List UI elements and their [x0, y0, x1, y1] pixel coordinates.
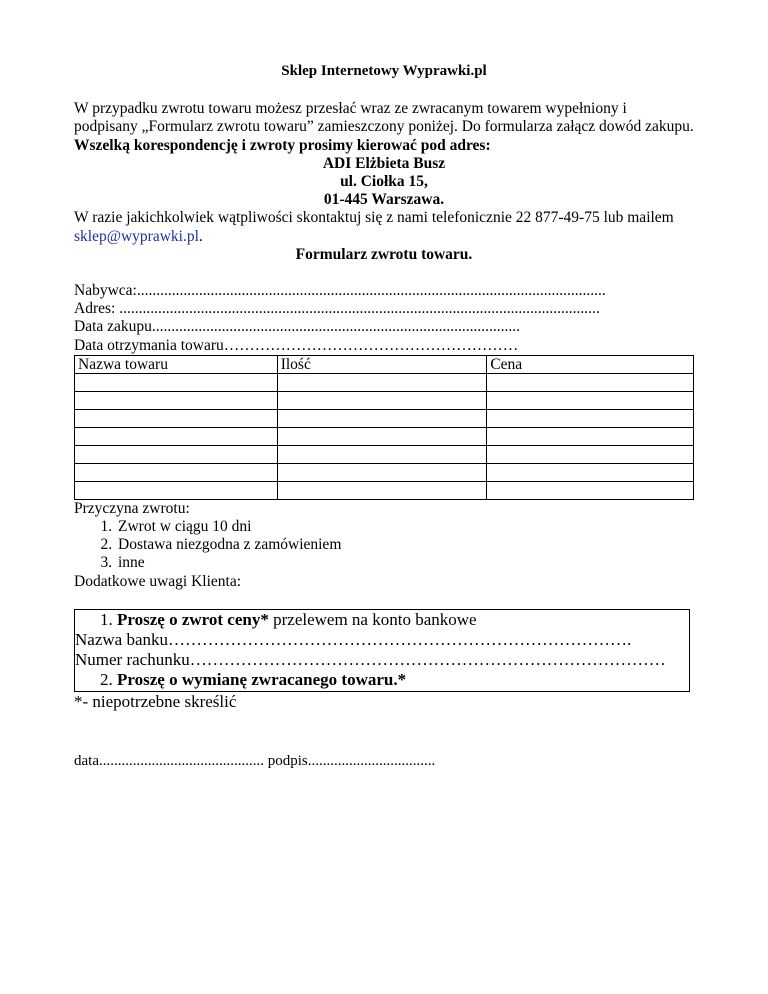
intro-paragraph: W przypadku zwrotu towaru możesz przesłać wraz ze zwracanym towarem wypełniony i podpisany „Formularz zwrotu towaru” zamieszczony poniżej. Do formularza załącz dowód zakupu. [74, 100, 694, 136]
address-line: 01-445 Warszawa. [323, 191, 445, 209]
column-header-quantity [277, 355, 487, 373]
document-title: Sklep Internetowy Wyprawki.pl [281, 63, 487, 79]
table-cell[interactable] [277, 463, 487, 481]
table-cell[interactable] [277, 373, 487, 391]
footnote: *- niepotrzebne skreślić [74, 691, 237, 711]
column-header-name: Nazwa towaru [75, 355, 278, 373]
return-reason-option[interactable]: 1. Zwrot w ciągu 10 dni [116, 518, 694, 536]
refund-option-exchange-bold: Proszę o wymianę zwracanego towaru.* [117, 669, 407, 689]
table-cell[interactable] [75, 409, 278, 427]
table-row [75, 463, 694, 481]
table-cell[interactable] [277, 481, 487, 499]
return-reason-list [74, 518, 694, 573]
table-header-row [75, 355, 694, 373]
column-header-quantity-label: Ilość [280, 355, 311, 373]
customer-remarks-label: Dodatkowe uwagi Klienta: [74, 572, 242, 590]
table-row [75, 427, 694, 445]
table-cell[interactable] [277, 409, 487, 427]
refund-option-money-rest: przelewem na konto bankowe [268, 609, 477, 629]
table-cell[interactable] [487, 391, 694, 409]
table-row [75, 391, 694, 409]
email-suffix: . [198, 227, 203, 245]
table-row [75, 373, 694, 391]
signature-field[interactable]: podpis.................................. [267, 752, 436, 769]
signature-line [74, 752, 694, 770]
table-cell[interactable] [487, 445, 694, 463]
buyer-field[interactable]: Nabywca:......................................................................................................................... [74, 282, 606, 300]
table-row [75, 445, 694, 463]
refund-option-money[interactable] [117, 610, 689, 630]
contact-text: W razie jakichkolwiek wątpliwości skontaktuj się z nami telefonicznie 22 877-49-75 lub mailem [74, 209, 674, 227]
table-cell[interactable] [487, 373, 694, 391]
table-cell[interactable] [75, 427, 278, 445]
refund-options-box [74, 609, 690, 692]
items-table [74, 355, 694, 500]
table-cell[interactable] [75, 481, 278, 499]
table-cell[interactable] [487, 427, 694, 445]
contact-paragraph [74, 209, 694, 245]
table-row [75, 409, 694, 427]
bank-name-field[interactable]: Nazwa banku………………………………………………………………………. [75, 629, 632, 649]
return-reason-option[interactable]: 2. Dostawa niezgodna z zamówieniem [116, 536, 694, 554]
table-cell[interactable] [277, 391, 487, 409]
table-cell[interactable] [75, 373, 278, 391]
refund-option-money-bold: Proszę o zwrot ceny* [117, 609, 269, 629]
email-link[interactable]: sklep@wyprawki.pl [74, 227, 199, 245]
table-cell[interactable] [75, 445, 278, 463]
table-cell[interactable] [487, 463, 694, 481]
table-cell[interactable] [277, 427, 487, 445]
purchase-date-field[interactable]: Data zakupu............................................................................................... [74, 318, 521, 336]
form-title: Formularz zwrotu towaru. [295, 245, 473, 263]
date-field[interactable]: data............................................ [74, 752, 264, 769]
column-header-price: Cena [487, 355, 694, 373]
refund-option-list [75, 610, 689, 630]
table-cell[interactable] [487, 409, 694, 427]
table-cell[interactable] [75, 391, 278, 409]
refund-option-list-2 [75, 670, 689, 690]
table-row [75, 481, 694, 499]
table-cell[interactable] [487, 481, 694, 499]
receipt-date-field[interactable]: Data otrzymania towaru………………………………………………… [74, 336, 519, 354]
account-number-field[interactable]: Numer rachunku………………………………………………………………………… [75, 649, 666, 669]
address-field[interactable]: Adres: ............................................................................................................................ [74, 300, 600, 318]
return-reason-label: Przyczyna zwrotu: [74, 499, 190, 517]
address-line: ADI Elżbieta Busz [322, 154, 446, 172]
address-line: ul. Ciołka 15, [340, 173, 428, 191]
table-cell[interactable] [75, 463, 278, 481]
refund-option-exchange[interactable] [117, 670, 689, 690]
return-reason-option[interactable]: 3. inne [116, 554, 694, 572]
document-page [74, 62, 694, 770]
table-cell[interactable] [277, 445, 487, 463]
correspondence-heading: Wszelką korespondencję i zwroty prosimy kierować pod adres: [74, 136, 491, 154]
